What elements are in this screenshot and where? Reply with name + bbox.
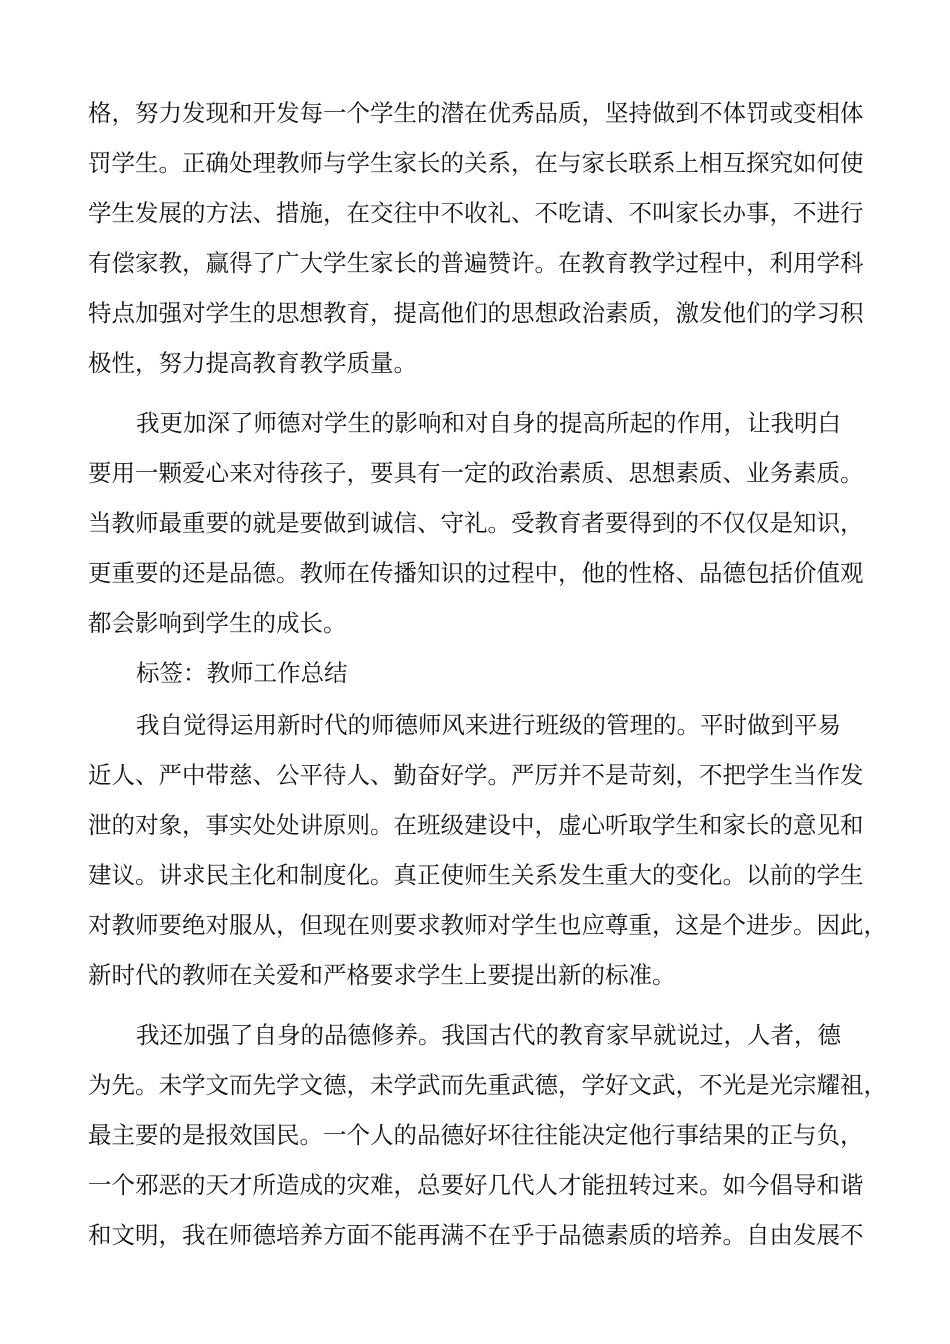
paragraph-first-line: 我自觉得运用新时代的师德师风来进行班级的管理的。平时做到平易	[136, 711, 841, 739]
tag-line: 标签：教师工作总结	[136, 659, 348, 687]
paragraph-first-line: 我还加强了自身的品德修养。我国古代的教育家早就说过，人者，德	[136, 1021, 841, 1049]
text-line: 当教师最重要的就是要做到诚信、守礼。受教育者要得到的不仅仅是知识，	[88, 509, 864, 537]
text-line: 学生发展的方法、措施，在交往中不收礼、不吃请、不叫家长办事，不进行	[88, 199, 864, 227]
text-line: 新时代的教师在关爱和严格要求学生上要提出新的标准。	[88, 961, 676, 989]
text-line: 对教师要绝对服从，但现在则要求教师对学生也应尊重，这是个进步。因此，	[88, 911, 887, 939]
text-line: 和文明，我在师德培养方面不能再满不在乎于品德素质的培养。自由发展不	[88, 1221, 864, 1249]
text-line: 最主要的是报效国民。一个人的品德好坏往往能决定他行事结果的正与负，	[88, 1121, 864, 1149]
paragraph-first-line: 我更加深了师德对学生的影响和对自身的提高所起的作用，让我明白	[136, 409, 841, 437]
text-line: 特点加强对学生的思想教育，提高他们的思想政治素质，激发他们的学习积	[88, 299, 864, 327]
text-line: 要用一颗爱心来对待孩子，要具有一定的政治素质、思想素质、业务素质。	[88, 459, 864, 487]
text-line: 建议。讲求民主化和制度化。真正使师生关系发生重大的变化。以前的学生	[88, 861, 864, 889]
text-line: 泄的对象，事实处处讲原则。在班级建设中，虚心听取学生和家长的意见和	[88, 811, 864, 839]
text-line: 为先。未学文而先学文德，未学武而先重武德，学好文武，不光是光宗耀祖，	[88, 1071, 887, 1099]
text-line: 极性，努力提高教育教学质量。	[88, 349, 417, 377]
text-line: 格，努力发现和开发每一个学生的潜在优秀品质，坚持做到不体罚或变相体	[88, 99, 864, 127]
text-line: 罚学生。正确处理教师与学生家长的关系，在与家长联系上相互探究如何使	[88, 149, 864, 177]
text-line: 有偿家教，赢得了广大学生家长的普遍赞许。在教育教学过程中，利用学科	[88, 249, 864, 277]
text-line: 一个邪恶的天才所造成的灾难，总要好几代人才能扭转过来。如今倡导和谐	[88, 1171, 864, 1199]
text-line: 近人、严中带慈、公平待人、勤奋好学。严厉并不是苛刻，不把学生当作发	[88, 761, 864, 789]
text-line: 都会影响到学生的成长。	[88, 609, 347, 637]
text-line: 更重要的还是品德。教师在传播知识的过程中，他的性格、品德包括价值观	[88, 559, 864, 587]
